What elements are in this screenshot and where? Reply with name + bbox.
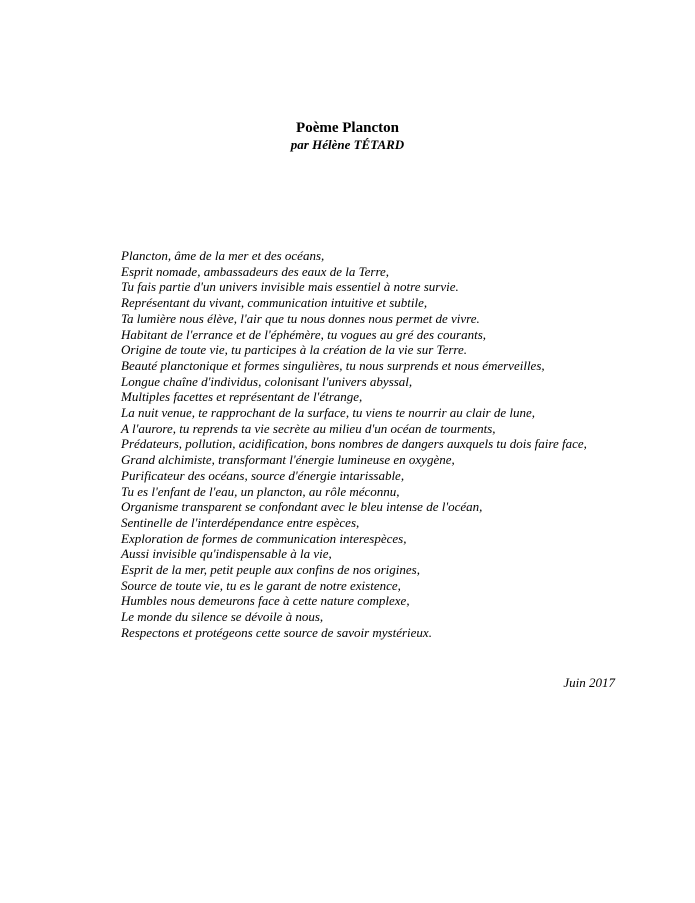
poem-line: Grand alchimiste, transformant l'énergie lumineuse en oxygène, (121, 452, 455, 468)
poem-date: Juin 2017 (563, 675, 615, 690)
poem-line: La nuit venue, te rapprochant de la surface, tu viens te nourrir au clair de lune, (121, 405, 536, 421)
poem-line: Le monde du silence se dévoile à nous, (121, 609, 324, 625)
poem-line: Respectons et protégeons cette source de savoir mystérieux. (121, 624, 432, 640)
poem-line: Exploration de formes de communication interespèces, (121, 530, 407, 546)
poem-line: Sentinelle de l'interdépendance entre espèces, (121, 514, 360, 530)
poem-line: Esprit de la mer, petit peuple aux confins de nos origines, (121, 562, 420, 578)
poem-author: par Hélène TÉTARD (290, 137, 405, 152)
poem-line: Tu fais partie d'un univers invisible mais essentiel à notre survie. (121, 279, 459, 295)
poem-line: Représentant du vivant, communication intuitive et subtile, (121, 295, 428, 311)
poem-body (121, 248, 661, 641)
poem-line: Longue chaîne d'individus, colonisant l'univers abyssal, (121, 373, 413, 389)
poem-line: Aussi invisible qu'indispensable à la vie, (121, 546, 332, 562)
poem-line: Esprit nomade, ambassadeurs des eaux de la Terre, (121, 263, 390, 279)
poem-line: Beauté planctonique et formes singulières, tu nous surprends et nous émerveilles, (121, 357, 545, 373)
poem-line: A l'aurore, tu reprends ta vie secrète au milieu d'un océan de tourments, (121, 420, 496, 436)
poem-line: Tu es l'enfant de l'eau, un plancton, au rôle méconnu, (121, 483, 400, 499)
poem-line: Habitant de l'errance et de l'éphémère, tu vogues au gré des courants, (121, 326, 487, 342)
poem-line: Plancton, âme de la mer et des océans, (121, 248, 325, 263)
poem-line: Prédateurs, pollution, acidification, bons nombres de dangers auxquels tu dois faire face, (121, 436, 587, 452)
poem-line: Origine de toute vie, tu participes à la création de la vie sur Terre. (121, 342, 468, 358)
poem-line: Humbles nous demeurons face à cette nature complexe, (121, 593, 410, 609)
poem-title: Poème Plancton (296, 120, 399, 136)
poem-line: Organisme transparent se confondant avec le bleu intense de l'océan, (121, 499, 483, 515)
poem-line: Purificateur des océans, source d'énergie intarissable, (121, 467, 405, 483)
poem-line: Multiples facettes et représentant de l'étrange, (121, 389, 363, 405)
poem-line: Ta lumière nous élève, l'air que tu nous donnes nous permet de vivre. (121, 310, 480, 326)
poem-line: Source de toute vie, tu es le garant de notre existence, (121, 577, 401, 593)
